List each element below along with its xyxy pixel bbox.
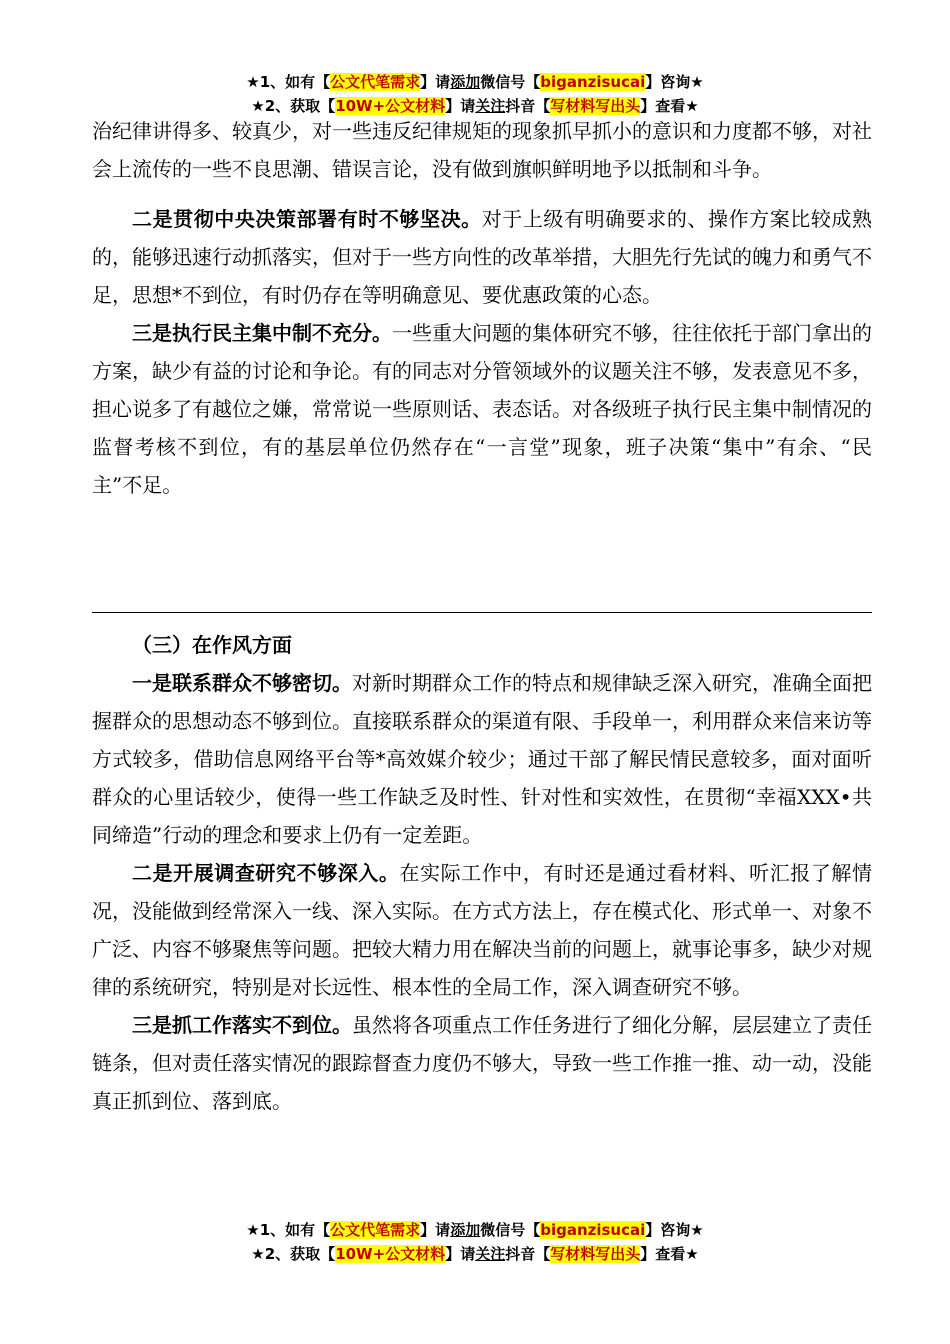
paragraph-lead: 二是开展调查研究不够深入。	[132, 861, 400, 885]
paragraph	[92, 1006, 872, 1120]
banner-highlight: 公文代笔需求	[330, 1221, 421, 1239]
paragraph-text: 对于上级有明确要求的、操作方案比较成熟的，能够迅速行动抓落实，但对于一些方向性的改革举措，大胆先行先试的魄力和勇气不足，思想*不到位，有时仍存在等明确意见、要优惠政策的心态。	[92, 207, 873, 307]
paragraph	[92, 854, 872, 1006]
banner-text: 微信号【	[480, 1221, 541, 1239]
document-body-lower	[92, 664, 872, 1120]
banner-text: 】咨询★	[645, 1221, 704, 1239]
paragraph	[92, 664, 872, 854]
banner-underline: 添加	[450, 73, 481, 91]
banner-text: ★1、如有【	[246, 73, 331, 91]
paragraph-lead: 一是联系群众不够密切。	[132, 671, 352, 695]
banner-text: 】咨询★	[645, 73, 704, 91]
banner-text: ★1、如有【	[246, 1221, 331, 1239]
banner-highlight: 公文代笔需求	[330, 73, 421, 91]
page-divider	[92, 612, 872, 613]
banner-text: 】查看★	[640, 1245, 699, 1263]
banner-highlight: 10W+公文材料	[335, 1245, 446, 1263]
banner-text: ★2、获取【	[251, 1245, 336, 1263]
wechat-id-highlight: biganzisucai	[540, 73, 646, 91]
banner-text: ★2、获取【	[251, 97, 336, 115]
paragraph-continuation: 治纪律讲得多、较真少，对一些违反纪律规矩的现象抓早抓小的意识和力度都不够，对社会上流传的一些不良思潮、错误言论，没有做到旗帜鲜明地予以抵制和斗争。	[92, 119, 872, 181]
paragraph	[92, 200, 872, 314]
document-body-upper	[92, 112, 872, 504]
paragraph-text: 虽然将各项重点工作任务进行了细化分解，层层建立了责任链条，但对责任落实情况的跟踪督查力度仍不够大，导致一些工作推一推、动一动，没能真正抓到位、落到底。	[92, 1013, 872, 1113]
douyin-highlight: 写材料写出头	[550, 1245, 641, 1263]
paragraph-text: 在实际工作中，有时还是通过看材料、听汇报了解情况，没能做到经常深入一线、深入实际。在方式方法上，存在模式化、形式单一、对象不广泛、内容不够聚焦等问题。把较大精力用在解决当前的问题上，就事论事多，缺少对规律的系统研究，特别是对长远性、根本性的全局工作，深入调查研究不够。	[92, 861, 873, 999]
paragraph-text: 对新时期群众工作的特点和规律缺乏深入研究，准确全面把握群众的思想动态不够到位。直接联系群众的渠道有限、手段单一，利用群众来信来访等方式较多，借助信息网络平台等*高效媒介较少；通过干部了解民情民意较多，面对面听群众的心里话较少，使得一些工作缺乏及时性、针对性和实效性，在贯彻“幸福XXX•共同缔造”行动的理念和要求上仍有一定差距。	[92, 671, 872, 847]
banner-text: 】请	[420, 73, 451, 91]
bottom-banner	[0, 1218, 950, 1266]
banner-text: 】查看★	[640, 97, 699, 115]
banner-text: 抖音【	[505, 97, 551, 115]
paragraph-lead: 二是贯彻中央决策部署有时不够坚决。	[132, 207, 482, 231]
banner-text: 】请	[445, 97, 476, 115]
banner-underline: 关注	[475, 1245, 506, 1263]
paragraph	[92, 314, 872, 504]
top-banner	[0, 70, 950, 118]
section-heading: （三）在作风方面	[132, 633, 292, 657]
douyin-highlight: 写材料写出头	[550, 97, 641, 115]
wechat-id-highlight: biganzisucai	[540, 1221, 646, 1239]
banner-highlight: 10W+公文材料	[335, 97, 446, 115]
banner-text: 微信号【	[480, 73, 541, 91]
banner-text: 】请	[420, 1221, 451, 1239]
banner-text: 】请	[445, 1245, 476, 1263]
paragraph-lead: 三是执行民主集中制不充分。	[132, 321, 392, 345]
banner-line-2	[0, 1242, 950, 1266]
banner-line-1	[0, 1218, 950, 1242]
banner-text: 抖音【	[505, 1245, 551, 1263]
banner-underline: 添加	[450, 1221, 481, 1239]
paragraph-text: 一些重大问题的集体研究不够，往往依托于部门拿出的方案，缺少有益的讨论和争论。有的同志对分管领域外的议题关注不够，发表意见不多，担心说多了有越位之嫌，常常说一些原则话、表态话。对各级班子执行民主集中制情况的监督考核不到位，有的基层单位仍然存在“一言堂”现象，班子决策“集中”有余、“民主”不足。	[92, 321, 872, 497]
banner-underline: 关注	[475, 97, 506, 115]
paragraph-lead: 三是抓工作落实不到位。	[132, 1013, 352, 1037]
banner-line-1	[0, 70, 950, 94]
